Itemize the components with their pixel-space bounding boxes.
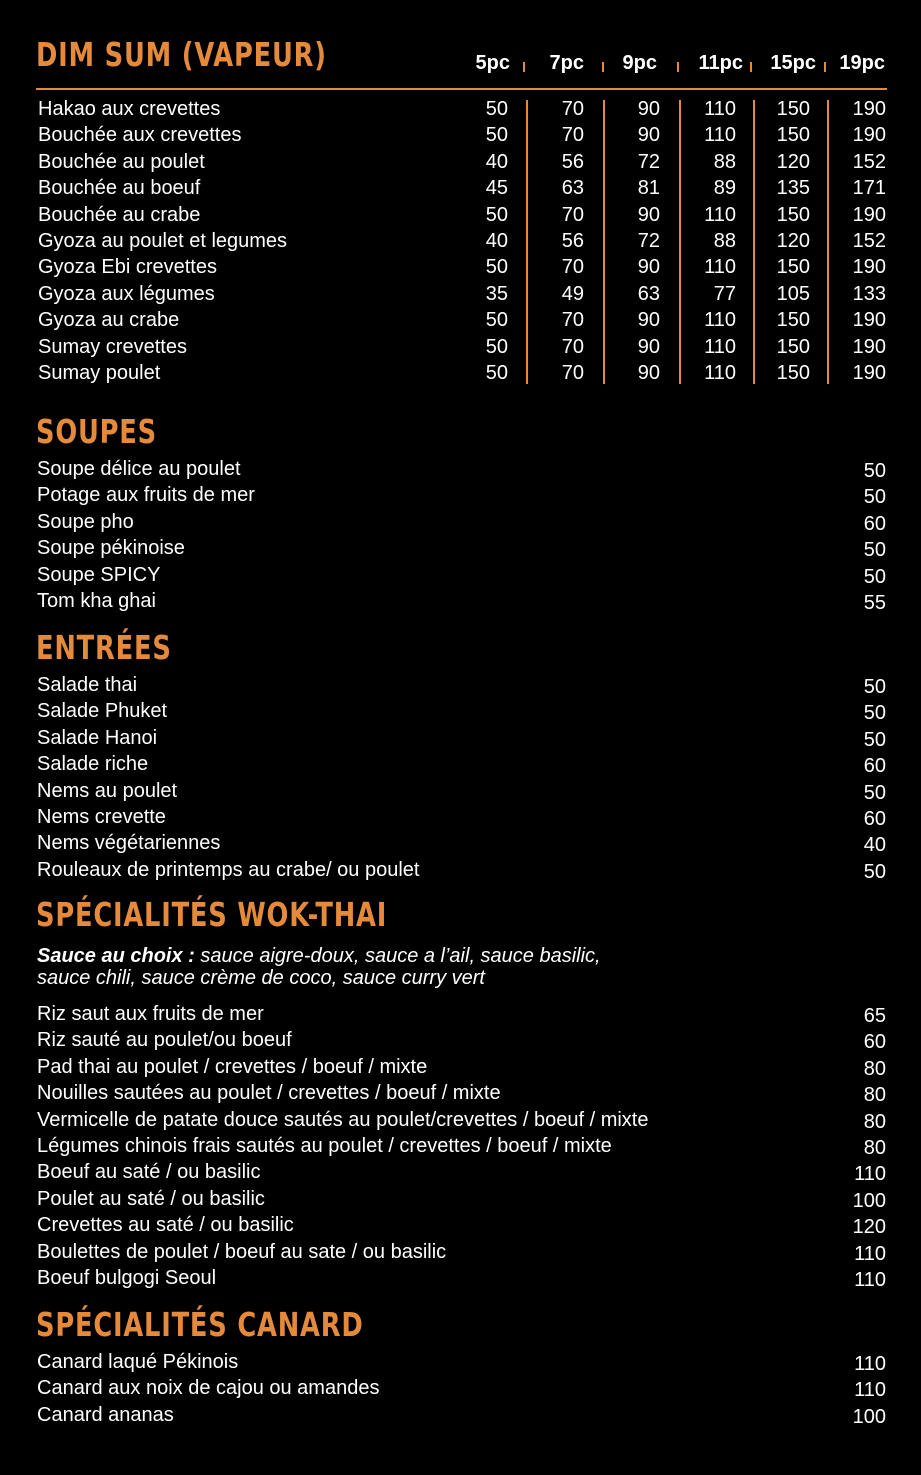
dish-price: 110 (704, 309, 736, 332)
dish-price: 50 (863, 539, 886, 562)
dish-price: 60 (863, 512, 886, 535)
dish-name: Gyoza Ebi crevettes (38, 256, 217, 279)
dish-price: 50 (485, 98, 508, 120)
menu-item-row (0, 1003, 921, 1029)
dish-name: Nems végétariennes (37, 832, 221, 855)
dish-price: 90 (637, 361, 660, 384)
dish-price: 70 (561, 256, 584, 279)
dish-price: 72 (637, 229, 660, 252)
dish-price: 110 (704, 256, 736, 279)
dish-price: 60 (863, 755, 886, 778)
menu-item-row (0, 1351, 921, 1377)
sauce-note (37, 945, 737, 989)
dish-price: 50 (863, 486, 886, 509)
dish-price: 50 (863, 702, 886, 725)
dish-name: Nems au poulet (37, 779, 178, 802)
dish-price: 133 (852, 282, 886, 305)
menu-item-row (0, 537, 921, 563)
dish-price: 150 (776, 361, 810, 384)
dish-price: 152 (852, 150, 886, 173)
dim-sum-row (0, 336, 921, 362)
dish-price: 110 (854, 1268, 886, 1291)
column-header-15pc: 15pc (770, 52, 816, 74)
menu-item-row (0, 1267, 921, 1293)
section-title-entrees: ENTRÉES (36, 628, 172, 667)
dish-price: 50 (863, 860, 886, 883)
dish-name: Salade thai (37, 674, 138, 696)
dish-price: 72 (637, 150, 660, 173)
dish-price: 190 (852, 335, 886, 358)
dish-name: Soupe pékinoise (37, 537, 185, 560)
dish-name: Sumay crevettes (38, 335, 187, 358)
dish-price: 150 (776, 124, 810, 147)
dish-name: Riz saut aux fruits de mer (37, 1003, 264, 1025)
dish-price: 70 (561, 124, 584, 147)
dish-price: 90 (637, 203, 660, 226)
dish-price: 50 (863, 565, 886, 588)
menu-item-row (0, 484, 921, 510)
dish-price: 110 (854, 1353, 886, 1375)
dish-price: 50 (863, 460, 886, 482)
dish-name: Hakao aux crevettes (38, 98, 221, 120)
dish-price: 135 (776, 177, 810, 200)
dish-price: 90 (637, 98, 660, 120)
dish-price: 152 (852, 229, 886, 252)
menu-item-row (0, 1082, 921, 1108)
dish-name: Canard ananas (37, 1403, 174, 1426)
dish-price: 80 (863, 1110, 886, 1133)
dim-sum-row (0, 124, 921, 150)
dish-name: Gyoza au poulet et legumes (38, 229, 288, 252)
menu-item-row (0, 458, 921, 484)
dish-price: 110 (704, 203, 736, 226)
dish-name: Boeuf bulgogi Seoul (37, 1266, 217, 1289)
dish-name: Crevettes au saté / ou basilic (37, 1214, 294, 1237)
dish-price: 150 (776, 203, 810, 226)
dim-sum-row (0, 204, 921, 230)
dish-price: 70 (561, 98, 584, 120)
dish-price: 65 (863, 1005, 886, 1027)
dish-price: 50 (863, 676, 886, 698)
dish-price: 110 (704, 124, 736, 147)
dish-price: 150 (776, 335, 810, 358)
dish-price: 110 (704, 98, 736, 120)
dish-name: Nems crevette (37, 805, 166, 828)
dish-name: Canard laqué Pékinois (37, 1351, 239, 1373)
dish-price: 55 (863, 591, 886, 614)
dim-sum-column-headers (0, 52, 921, 78)
dim-sum-table (0, 98, 921, 388)
dim-sum-row (0, 309, 921, 335)
column-header-11pc: 11pc (698, 52, 743, 74)
column-header-7pc: 7pc (549, 52, 584, 74)
soupes-list (0, 458, 921, 616)
dish-price: 120 (776, 229, 810, 252)
dish-price: 88 (713, 229, 736, 252)
dish-price: 110 (854, 1163, 886, 1186)
menu-item-row (0, 564, 921, 590)
dish-price: 56 (561, 229, 584, 252)
menu-item-row (0, 590, 921, 616)
dish-price: 190 (852, 361, 886, 384)
dish-price: 90 (637, 124, 660, 147)
dish-price: 60 (863, 807, 886, 830)
dish-price: 110 (854, 1379, 886, 1402)
dish-name: Sumay poulet (38, 361, 161, 384)
dim-sum-row (0, 256, 921, 282)
dish-name: Potage aux fruits de mer (37, 484, 255, 507)
dish-price: 50 (485, 124, 508, 147)
dish-name: Soupe SPICY (37, 563, 161, 586)
dish-price: 50 (485, 256, 508, 279)
menu-item-row (0, 1135, 921, 1161)
dish-price: 190 (852, 203, 886, 226)
dish-name: Salade Phuket (37, 700, 168, 723)
dish-name: Bouchée au poulet (38, 150, 205, 173)
dish-name: Rouleaux de printemps au crabe/ ou poulet (37, 858, 420, 881)
dish-price: 171 (852, 177, 886, 200)
menu-item-row (0, 753, 921, 779)
dish-price: 190 (852, 124, 886, 147)
dish-price: 89 (713, 177, 736, 200)
dish-price: 77 (713, 282, 736, 305)
dish-name: Bouchée aux crevettes (38, 124, 242, 147)
dish-name: Boeuf au saté / ou basilic (37, 1161, 261, 1184)
section-title-soupes: SOUPES (36, 412, 157, 451)
dim-sum-row (0, 283, 921, 309)
dish-price: 90 (637, 256, 660, 279)
dim-sum-divider (36, 88, 887, 90)
dish-price: 81 (637, 177, 660, 200)
wok-list (0, 1003, 921, 1293)
entrees-list (0, 674, 921, 885)
dish-price: 70 (561, 361, 584, 384)
dish-price: 70 (561, 203, 584, 226)
dish-name: Bouchée au boeuf (38, 177, 201, 200)
menu-item-row (0, 1161, 921, 1187)
menu-item-row (0, 1056, 921, 1082)
dish-price: 190 (852, 309, 886, 332)
column-header-5pc: 5pc (475, 52, 510, 74)
dim-sum-row (0, 151, 921, 177)
dish-price: 110 (704, 361, 736, 384)
dish-name: Tom kha ghai (37, 589, 156, 612)
dish-name: Canard aux noix de cajou ou amandes (37, 1377, 380, 1400)
menu-item-row (0, 511, 921, 537)
column-header-9pc: 9pc (622, 52, 657, 74)
dish-price: 50 (863, 781, 886, 804)
dim-sum-row (0, 230, 921, 256)
dish-name: Soupe pho (37, 510, 134, 533)
menu-item-row (0, 674, 921, 700)
dish-price: 90 (637, 309, 660, 332)
dish-name: Légumes chinois frais sautés au poulet / crevettes / boeuf / mixte (37, 1134, 612, 1157)
menu-item-row (0, 832, 921, 858)
dish-price: 120 (852, 1216, 886, 1239)
menu-item-row (0, 700, 921, 726)
dish-price: 50 (863, 728, 886, 751)
dish-price: 60 (863, 1031, 886, 1054)
dish-price: 105 (776, 282, 810, 305)
dish-name: Salade Hanoi (37, 726, 158, 749)
dish-price: 150 (776, 309, 810, 332)
menu-item-row (0, 806, 921, 832)
menu-item-row (0, 1241, 921, 1267)
menu-item-row (0, 1377, 921, 1403)
dish-price: 80 (863, 1136, 886, 1159)
dish-price: 150 (776, 98, 810, 120)
dish-price: 100 (852, 1189, 886, 1212)
menu-item-row (0, 1214, 921, 1240)
dish-price: 35 (485, 282, 508, 305)
sauce-text-line1: sauce aigre-doux, sauce a l’ail, sauce basilic, (194, 945, 601, 967)
dish-price: 40 (485, 150, 508, 173)
dish-name: Salade riche (37, 753, 149, 776)
dim-sum-row (0, 98, 921, 124)
menu-item-row (0, 780, 921, 806)
dish-price: 70 (561, 335, 584, 358)
dish-price: 80 (863, 1057, 886, 1080)
menu-item-row (0, 1029, 921, 1055)
dish-price: 120 (776, 150, 810, 173)
dish-price: 50 (485, 335, 508, 358)
dim-sum-row (0, 177, 921, 203)
dish-price: 90 (637, 335, 660, 358)
dish-price: 110 (704, 335, 736, 358)
dish-price: 40 (485, 229, 508, 252)
dish-name: Gyoza aux légumes (38, 282, 215, 305)
section-title-wok-thai: SPÉCIALITÉS WOK-THAI (36, 895, 388, 934)
dish-price: 110 (854, 1242, 886, 1265)
dish-price: 50 (485, 309, 508, 332)
dish-price: 80 (863, 1084, 886, 1107)
menu-item-row (0, 1188, 921, 1214)
sauce-text-line2: sauce chili, sauce crème de coco, sauce curry vert (37, 967, 485, 989)
menu-item-row (0, 1404, 921, 1430)
dish-name: Pad thai au poulet / crevettes / boeuf / mixte (37, 1055, 428, 1078)
menu-item-row (0, 859, 921, 885)
dish-price: 56 (561, 150, 584, 173)
menu-item-row (0, 727, 921, 753)
header-separator (677, 62, 679, 72)
column-header-19pc: 19pc (839, 52, 885, 74)
dish-price: 88 (713, 150, 736, 173)
dish-price: 150 (776, 256, 810, 279)
dish-name: Nouilles sautées au poulet / crevettes / boeuf / mixte (37, 1082, 501, 1105)
dish-name: Vermicelle de patate douce sautés au poulet/crevettes / boeuf / mixte (37, 1108, 649, 1131)
header-separator (750, 62, 752, 72)
sauce-label: Sauce au choix : (37, 945, 195, 967)
dim-sum-row (0, 362, 921, 388)
dish-name: Soupe délice au poulet (37, 458, 241, 480)
dish-name: Poulet au saté / ou basilic (37, 1187, 265, 1210)
dish-name: Boulettes de poulet / boeuf au sate / ou basilic (37, 1240, 447, 1263)
dish-name: Riz sauté au poulet/ou boeuf (37, 1029, 292, 1052)
menu-item-row (0, 1109, 921, 1135)
dish-price: 190 (852, 256, 886, 279)
dish-price: 70 (561, 309, 584, 332)
dish-price: 49 (561, 282, 584, 305)
dish-price: 50 (485, 361, 508, 384)
dish-name: Gyoza au crabe (38, 309, 180, 332)
dish-price: 50 (485, 203, 508, 226)
dish-name: Bouchée au crabe (38, 203, 201, 226)
dish-price: 100 (852, 1405, 886, 1428)
section-title-canard: SPÉCIALITÉS CANARD (36, 1305, 364, 1344)
canard-list (0, 1351, 921, 1430)
dish-price: 40 (863, 834, 886, 857)
dish-price: 45 (485, 177, 508, 200)
section-title-dim-sum: DIM SUM (VAPEUR) (36, 35, 327, 74)
dish-price: 63 (561, 177, 584, 200)
dish-price: 190 (852, 98, 886, 120)
dish-price: 63 (637, 282, 660, 305)
